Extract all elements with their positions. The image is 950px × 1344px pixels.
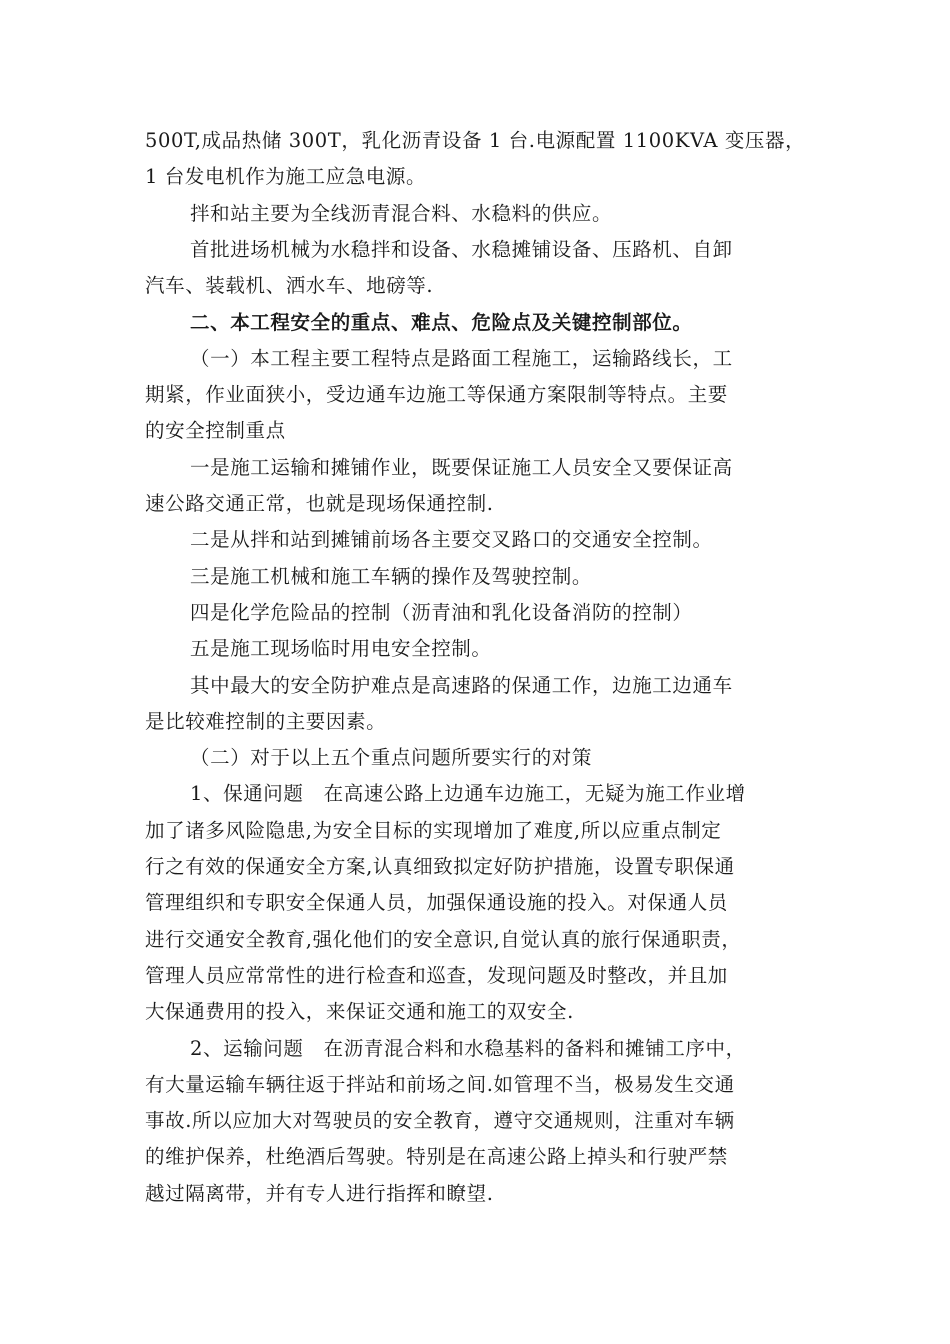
- text-line: 的维护保养，杜绝酒后驾驶。特别是在高速公路上掉头和行驶严禁: [145, 1145, 728, 1169]
- text-line: 四是化学危险品的控制（沥青油和乳化设备消防的控制）: [190, 600, 693, 624]
- text-line: 事故.所以应加大对驾驶员的安全教育，遵守交通规则，注重对车辆: [145, 1109, 735, 1133]
- text-line: 1 台发电机作为施工应急电源。: [145, 165, 427, 189]
- text-line: 一是施工运输和摊铺作业，既要保证施工人员安全又要保证高: [190, 455, 733, 479]
- text-line: 速公路交通正常，也就是现场保通控制.: [145, 492, 494, 515]
- text-line: 行之有效的保通安全方案,认真细致拟定好防护措施，设置专职保通: [145, 855, 735, 878]
- text-line: 进行交通安全教育,强化他们的安全意识,自觉认真的旅行保通职责，: [145, 927, 742, 951]
- text-line: 500T,成品热储 300T，乳化沥青设备 1 台.电源配置 1100KVA 变压器，: [145, 129, 806, 152]
- text-line: 有大量运输车辆往返于拌站和前场之间.如管理不当，极易发生交通: [145, 1072, 735, 1096]
- text-line: 首批进场机械为水稳拌和设备、水稳摊铺设备、压路机、自卸: [190, 237, 733, 261]
- text-line: 管理人员应常常性的进行检查和巡查，发现问题及时整改，并且加: [145, 963, 728, 987]
- text-line: 越过隔离带，并有专人进行指挥和瞭望.: [145, 1181, 494, 1205]
- text-line: （二）对于以上五个重点问题所要实行的对策: [190, 746, 593, 770]
- text-line: 1、保通问题 在高速公路上边通车边施工，无疑为施工作业增: [190, 782, 746, 806]
- text-line: 二是从拌和站到摊铺前场各主要交叉路口的交通安全控制。: [190, 528, 713, 552]
- text-line: 汽车、装载机、洒水车、地磅等.: [145, 274, 434, 298]
- text-line: 的安全控制重点: [145, 419, 286, 443]
- text-line: （一）本工程主要工程特点是路面工程施工，运输路线长，工: [190, 346, 733, 370]
- text-line: 拌和站主要为全线沥青混合料、水稳料的供应。: [190, 201, 613, 225]
- text-line: 三是施工机械和施工车辆的操作及驾驶控制。: [190, 564, 593, 588]
- section-heading: 二、本工程安全的重点、难点、危险点及关键控制部位。: [190, 310, 693, 334]
- text-line: 期紧，作业面狭小，受边通车边施工等保通方案限制等特点。主要: [145, 383, 728, 407]
- text-line: 其中最大的安全防护难点是高速路的保通工作，边施工边通车: [190, 673, 733, 697]
- text-line: 大保通费用的投入，来保证交通和施工的双安全.: [145, 1000, 574, 1024]
- text-line: 2、运输问题 在沥青混合料和水稳基料的备料和摊铺工序中，: [190, 1036, 746, 1060]
- text-line: 五是施工现场临时用电安全控制。: [190, 637, 492, 661]
- text-line: 是比较难控制的主要因素。: [145, 709, 387, 733]
- text-line: 管理组织和专职安全保通人员，加强保通设施的投入。对保通人员: [145, 891, 728, 915]
- text-line: 加了诸多风险隐患,为安全目标的实现增加了难度,所以应重点制定: [145, 818, 722, 842]
